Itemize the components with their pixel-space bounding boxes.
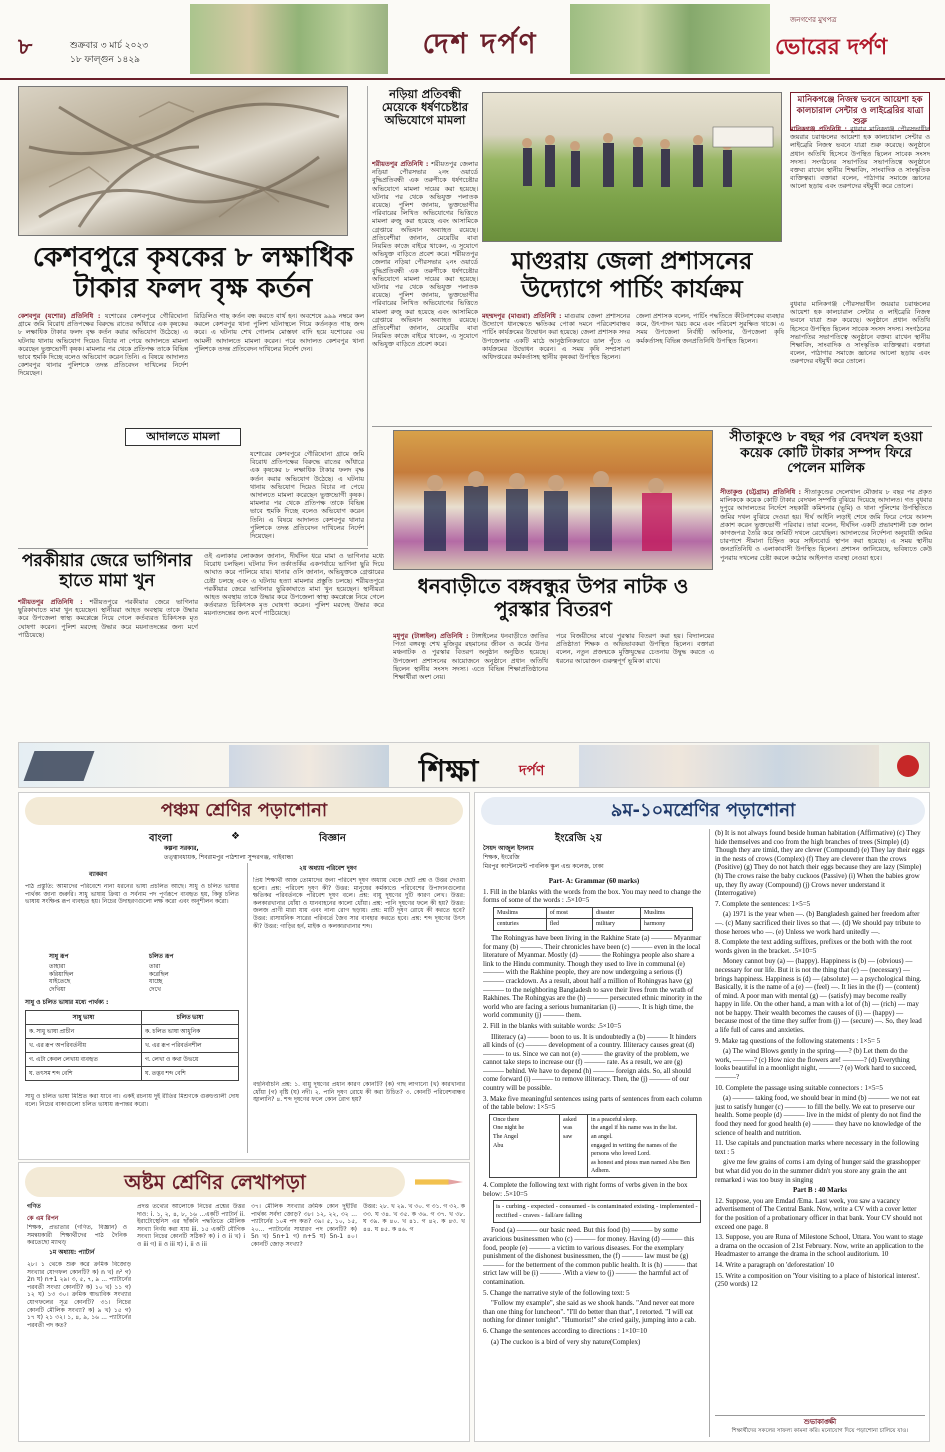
q3-cell: the angel if his name was in the list.	[591, 1125, 678, 1132]
class5-teacher-inst: তত্ত্বাবধায়ক, শিবরামপুর পাঠশালা সুন্দরগঞ্জ, গাইবান্ধা	[164, 854, 293, 861]
class9-teacher-role: শিক্ষক, ইংরেজি	[483, 854, 520, 861]
keshabpur-col1	[18, 312, 188, 542]
dhanbari-body: টাঙ্গাইলের ধনবাড়ীতে জাতির পিতা বঙ্গবন্ধু শেখ মুজিবুর রহমানের জীবন ও কর্মের উপর মঞ্চনাটক ও পুরস্কার বিতরণ অনুষ্ঠান অনুষ্ঠিত হয়েছে। উপজেলা প্রশাসনের আয়োজনে অনুষ্ঠানে প্রধান অতিথি ছিলেন স্থানীয় সংসদ সদস্য। এতে বিভিন্ন শিক্ষাপ্রতিষ্ঠানের শিক্ষার্থীরা অংশ নেয়।	[393, 632, 548, 682]
q5-text: "Follow my example", she said as we shook hands. "And never eat more than one thing for luncheon". "I'll do better than that", I retorted. "I will eat nothing for dinner tonight". "Humorist!" she cried gaily, jumping into a cab.	[483, 1299, 697, 1325]
manikganj-body2: বুধবার মানিকগঞ্জ পৌরসভাধীন জয়রার চরাঞ্চলের আয়েশা হক কালচারাল সেন্টার ও লাইব্রেরি নিজস্ব ভবনে যাত্রা শুরু করেছে। অনুষ্ঠানে প্রধান অতিথি হিসেবে উপস্থিত ছিলেন সাবেক সংসদ সদস্য। সংগঠনের সভাপতির সভাপতিত্বে অনুষ্ঠানে বক্তব্য রাখেন স্থানীয় শিক্ষাবিদ, সাংবাদিক ও সাংস্কৃতিক ব্যক্তিত্বরা। বক্তারা বলেন, পাঠাগার সমাজে জ্ঞানের আলো ছড়ায় এবং তরুণদের বইমুখী করে তোলে।	[790, 300, 930, 366]
bangla-body2: সাধু ও চলিত ভাষা মিশ্রিত করা যাবে না। একই রচনায় দুই রীতির মিশ্রণকে গুরুচণ্ডালী দোষ বলে। নিচের বাক্যগুলো চলিত ভাষায় রূপান্তর করো।	[25, 1093, 239, 1108]
q3-cell: was	[563, 1125, 573, 1132]
dhanbari-byline: মধুপুর (টাঙ্গাইল) প্রতিনিধি :	[393, 632, 469, 640]
word-box-cell: disaster	[593, 907, 641, 919]
table-cell: ক. চলিত ভাষা আধুনিক	[142, 1025, 239, 1039]
keshabpur-body2: রিডিলিও গাছ কর্তন বন্ধ করতে বার্থ হন। অবশেষে ৯৯৯ নম্বরে কল করলে কেশবপুর থানা পুলিশ ঘটনাস্থলে গিয়ে কর্তনকৃত গাছ জব্দ করে। এ ঘটনায় শেখ গোলাম মোস্তফা বাদি হয়ে যশোরের ৩য় আমলী আদালতে মামলা করেন। পরে আদালত কেশবপুর থানা পুলিশকে তদন্ত প্রতিবেদন দাখিলের নির্দেশ দেন।	[194, 312, 364, 353]
class9-teacher-inst: মিরপুর ক্যান্টনমেন্ট পাবলিক স্কুল এন্ড কলেজ, ঢাকা	[483, 863, 604, 870]
masthead-photo-strip-right	[570, 4, 770, 74]
porokiya-body2: ওই এলাকার লোকজন জানান, দীর্ঘদিন ধরে মামা ও ভাগিনার মধ্যে বিরোধ চলছিল। ঘটনার দিন তর্কাতর্কির একপর্যায়ে ভাগিনা ছুরি দিয়ে আঘাত করে পালিয়ে যায়। থানার ওসি জানান, অভিযুক্তকে গ্রেপ্তারের চেষ্টা চলছে এবং এ ঘটনায় হত্যা মামলার প্রস্তুতি চলছে।	[204, 552, 384, 585]
class5-teacher: কল্পনা সরকার,	[164, 845, 199, 852]
q3-cell: an angel.	[591, 1134, 613, 1141]
paper-tagline: জনগণের মুখপত্র	[790, 16, 837, 24]
table-cell: ক. সাধু ভাষা প্রাচীন	[26, 1025, 142, 1039]
q6: 6. Change the sentences according to directions : 1×10=10	[483, 1326, 647, 1335]
sitakunda-byline: সীতাকুণ্ড (চট্টগ্রাম) প্রতিনিধি :	[720, 488, 802, 496]
q3: 3. Make five meaningful sentences using parts of sentences from each column of the table below: 1×5=5	[483, 1094, 702, 1112]
q2: 2. Fill in the blanks with suitable words: .5×10=5	[483, 1021, 622, 1030]
table-row	[26, 1039, 239, 1053]
table-row	[26, 1025, 239, 1039]
headline-magura: মাগুরায় জেলা প্রশাসনের উদ্যোগে পার্চিং কার্যক্রম	[511, 247, 753, 303]
class5-subject-bangla: বাংলা	[149, 833, 173, 844]
keshabpur-body2b: যশোরের কেশবপুরে গৌরিঘোনা গ্রামে জমি বিরোধ প্রতিপক্ষের বিরুদ্ধে রাতের আঁধারে এক কৃষকের ৮ লক্ষাধিক টাকার ফলদ বৃক্ষ কর্তন করার অভিযোগ উঠেছে। এ ঘটনায় থানায় অভিযোগ দিয়েও বিচার না পেয়ে আদালতে মামলা করেছেন ভুক্তভোগী কৃষক। মামলার পর থেকে প্রতিপক্ষ তাকে বিভিন্ন ভাবে হুমকি দিচ্ছে বলেও অভিযোগ করেন তিনি। এ বিষয়ে আদালত কেশবপুর থানার পুলিশকে তদন্ত প্রতিবেদন দাখিলের নির্দেশ দিয়েছেন।	[250, 450, 364, 541]
table-header-cell: চলিত ভাষা	[142, 1011, 239, 1025]
noria-body-cont: শরীয়তপুর জেলার নড়িয়া পৌরসভার ২নং ওয়ার্ডে বুদ্ধিপ্রতিবন্ধী এক তরুণীকে ধর্ষণচেষ্টার অভিযোগে মামলা দায়ের করা হয়েছে। ঘটনার পর থেকে অভিযুক্ত পলাতক রয়েছে। পুলিশ জানায়, ভুক্তভোগীর পরিবারের লিখিত অভিযোগের ভিত্তিতে মামলা রুজু করা হয়েছে এবং আসামিকে গ্রেপ্তারে অভিযান অব্যাহত রয়েছে। প্রতিবেশীরা জানান, মেয়েটির বাবা নিয়মিত কাজে বাইরে থাকেন, এ সুযোগে অভিযুক্ত বাড়িতে প্রবেশ করে।	[372, 250, 478, 349]
word-box-row	[494, 907, 693, 919]
banner-suffix: দর্পণ	[519, 763, 545, 779]
magura-body: মাগুরায় জেলা প্রশাসনের উদ্যোগে ধানক্ষেতে ক্ষতিকর পোকা দমনে পরিবেশবান্ধব পার্চিং কার্যক্রমের উদ্বোধন করা হয়েছে। জেলা প্রশাসক সদর উপজেলার একটি মাঠে আনুষ্ঠানিকভাবে ডাল পুঁতে এ কার্যক্রমের উদ্বোধন করেন। এ সময় কৃষি সম্প্রসারণ অধিদপ্তরের কর্মকর্তাসহ স্থানীয় কৃষকরা উপস্থিত ছিলেন।	[482, 312, 630, 362]
word-box-cell: military	[593, 919, 641, 931]
class8-chapter: ১ম অধ্যায়: প্যাটার্ন	[49, 1249, 95, 1256]
q9: 9. Make tag questions of the following statements : 1×5= 5	[715, 1036, 881, 1045]
keshabpur-box-label: আদালতে মামলা	[146, 430, 220, 443]
footer-text: শিক্ষার্থীদের সকলের সাফল্য কামনা করি। মনোযোগ দিয়ে পড়াশোনা চালিয়ে যাও।	[731, 1428, 909, 1434]
q3-table	[489, 1114, 697, 1178]
q1-word-box	[493, 907, 693, 931]
banner-students-photo-right	[579, 745, 879, 787]
keshabpur-col2	[194, 312, 364, 424]
manikganj-col	[790, 125, 930, 295]
table-header-row	[26, 1011, 239, 1025]
manikganj-col2	[790, 300, 930, 420]
table-header-cell: সাধু ভাষা	[26, 1011, 142, 1025]
table-heading: সাধু ও চলিত ভাষার মধ্যে পার্থক্য :	[25, 999, 109, 1006]
q3-cell: as honest and pious man named Abu Ben Adhem.	[591, 1159, 690, 1175]
masthead-photo-strip-left	[190, 4, 388, 74]
sitakunda-body2: আদালতের নির্দেশনা অনুযায়ী জমির চারপাশে সীমানা চিহ্নিত করে সাইনবোর্ড স্থাপন করা হয়েছে। এ সময় স্থানীয় জনপ্রতিনিধি ও এলাকাবাসী উপস্থিত ছিলেন। প্রশাসন জানিয়েছে, ভবিষ্যতে কেউ পুনরায় দখলের চেষ্টা করলে কঠোর আইনগত ব্যবস্থা নেওয়া হবে।	[720, 529, 932, 562]
q3-table-row	[490, 1114, 697, 1177]
keshabpur-byline: কেশবপুর (যশোর) প্রতিনিধি :	[18, 312, 101, 320]
class5-subject-science: বিজ্ঞান	[319, 833, 346, 844]
word-box-cell: fled	[546, 919, 592, 931]
cholito-word: করেছিল	[149, 970, 169, 978]
dhanbari-body2: পরে বিজয়ীদের মাঝে পুরস্কার বিতরণ করা হয়। বিদ্যালয়ের প্রতিষ্ঠাতা শিক্ষক ও অভিভাবকরা উপস্থিত ছিলেন। বক্তারা বলেন, নতুন প্রজন্মকে মুক্তিযুদ্ধের চেতনায় উদ্বুদ্ধ করতে এ ধরনের আয়োজন গুরুত্বপূর্ণ ভূমিকা রাখে।	[556, 632, 714, 665]
q3-col2	[560, 1114, 588, 1177]
sadhu-word: যাইতেছে	[49, 978, 71, 986]
paper-name: ভোরের দর্পণ	[775, 35, 888, 60]
magura-byline: মহম্মদপুর (মাগুরা) প্রতিনিধি :	[482, 312, 562, 320]
science-body2: বহুনির্বাচনি প্রশ্ন: ১. বায়ু দূষণের প্রধান কারণ কোনটি? (ক) গাছ লাগানো (খ) কারখানার ধোঁয়া (গ) বৃষ্টি (ঘ) নদী। ২. পানি দূষণ রোধে কী করা উচিত? ৩. কোনটি পরিবেশবান্ধব জ্বালানি? ৪. শব্দ দূষণের ফলে কোন রোগ হয়?	[253, 1081, 465, 1104]
noria-body: শরীয়তপুর জেলার নড়িয়া পৌরসভার ২নং ওয়ার্ডে বুদ্ধিপ্রতিবন্ধী এক তরুণীকে ধর্ষণচেষ্টার অভিযোগে মামলা দায়ের করা হয়েছে। ঘটনার পর থেকে অভিযুক্ত পলাতক রয়েছে। পুলিশ জানায়, ভুক্তভোগীর পরিবারের লিখিত অভিযোগের ভিত্তিতে মামলা রুজু করা হয়েছে এবং আসামিকে গ্রেপ্তারে অভিযান অব্যাহত রয়েছে। প্রতিবেশীরা জানান, মেয়েটির বাবা নিয়মিত কাজে বাইরে থাকেন, এ সুযোগে অভিযুক্ত বাড়িতে প্রবেশ করে।	[372, 160, 478, 259]
q3-cell: The Angel	[493, 1134, 519, 1141]
class5-title: পঞ্চম শ্রেণির পড়াশোনা	[160, 800, 328, 821]
bangla-body: পাঠ প্রস্তুতি: আমাদের পরিবেশে নানা ধরনের ভাষা প্রচলিত আছে। সাধু ও চলিত ভাষার পার্থক্য জানা জরুরি। সাধু ভাষায় ক্রিয়া ও সর্বনাম পদ পূর্ণরূপে ব্যবহৃত হয়, কিন্তু চলিত ভাষায় সংক্ষিপ্ত রূপ ব্যবহৃত হয়। নিচের উদাহরণগুলো লক্ষ করো এবং অনুশীলন করো।	[25, 883, 239, 906]
porokiya-body: শরীয়তপুরে পরকীয়ার জেরে ভাগিনার ছুরিকাঘাতে মামা খুন হয়েছেন। স্থানীয়রা আহত অবস্থায় তাকে উদ্ধার করে উপজেলা স্বাস্থ্য কমপ্লেক্সে নিয়ে গেলে কর্তব্যরত চিকিৎসক মৃত ঘোষণা করেন। পুলিশ মরদেহ উদ্ধার করে ময়নাতদন্তের জন্য মর্গে পাঠিয়েছে।	[18, 598, 198, 639]
class9-teacher: সৈয়দ আজুল ইসলাম	[483, 845, 534, 852]
table-cell: গ. লেখা ও কথা উভয়ে	[142, 1053, 239, 1067]
keshabpur-box	[125, 428, 241, 446]
date-line-2: ১৮ ফাল্গুন ১৪২৯	[70, 55, 141, 65]
q4-box: is - curbing - expected - consumed - is contaminated existing - implemented - rectified - craves - fall/are falling	[493, 1200, 701, 1223]
banner-graduation-icon	[24, 751, 95, 781]
table-cell: ঘ. তৎসম শব্দ বেশি	[26, 1067, 142, 1081]
dhanbari-col2	[556, 632, 714, 738]
q3-cell: saw	[563, 1134, 573, 1141]
sadhu-words	[49, 963, 129, 993]
sadhu-label: সাধু রূপ	[49, 953, 69, 960]
headline-keshabpur: কেশবপুরে কৃষকের ৮ লক্ষাধিক টাকার ফলদ বৃক্ষ কর্তন	[32, 242, 354, 305]
headline-dhanbari: ধনবাড়ীতে বঙ্গবন্ধুর উপর নাটক ও পুরস্কার বিতরণ	[417, 574, 689, 621]
q11: 11. Use capitals and punctuation marks where necessary in the following text : 5	[715, 1139, 920, 1156]
date-line-1: শুক্রবার ৩ মার্চ ২০২৩	[70, 41, 149, 51]
class8-teacher-inst: শিক্ষক, প্রভাতার (গণিত, বিজ্ঞান) ও সমন্বয়কারী শিক্ষার্থীদের পাঠ দৈনিক করতেছো ম্যাথড্	[27, 1224, 127, 1246]
footer-title: শুভাকাঙ্ক্ষী	[803, 1418, 837, 1426]
keshabpur-body: যশোরের কেশবপুরে গৌরিঘোনা গ্রামে জমি বিরোধ প্রতিপক্ষের বিরুদ্ধে রাতের আঁধারে এক কৃষকের ৮ লক্ষাধিক টাকার ফলদ বৃক্ষ কর্তন করার অভিযোগ উঠেছে। এ ঘটনায় থানায় অভিযোগ দিয়েও বিচার না পেয়ে আদালতে মামলা করেছেন ভুক্তভোগী কৃষক। মামলার পর থেকে প্রতিপক্ষ তাকে বিভিন্ন ভাবে হুমকি দিচ্ছে বলেও অভিযোগ করেন তিনি। এ বিষয়ে আদালত কেশবপুর থানার পুলিশকে তদন্ত প্রতিবেদন দাখিলের নির্দেশ দিয়েছেন।	[18, 312, 188, 378]
porokiya-col1	[18, 598, 198, 738]
class9-section	[474, 792, 930, 1442]
word-box-cell: of most	[546, 907, 592, 919]
class8-col2: প্রদত্ত তথ্যের আলোকে নিচের প্রশ্নের উত্তর দাও: i. ১, ২, ৪, ৮, ১৬ ...একটি প্যাটার্ন ii. ইরাটোস্থেনিস এর ছাঁকনি পদ্ধতিতে মৌলিক সংখ্যা নির্ণয় করা যায় iii. ১৫ একটি যৌগিক সংখ্যা নিচের কোনটি সঠিক? ক) i ও ii খ) i ও iii গ) ii ও iii ঘ) i, ii ও iii	[137, 1203, 245, 1248]
page-number: ৮	[18, 35, 33, 60]
class8-col4: উত্তর: ২৮. খ ২৯. খ ৩০. গ ৩১. গ ৩২. ক ৩৩. ঘ ৩৪. খ ৩৫. ক ৩৬. গ ৩৭. খ ৩৮. ঘ ৩৯. ক ৪০. খ ৪১. গ ৪২. ক ৪৩. খ ৪৪. ঘ ৪৫. ক ৪৬. গ	[363, 1203, 465, 1233]
q3-cell: in a peaceful sleep.	[591, 1116, 637, 1123]
masthead	[0, 0, 945, 80]
class5-section	[18, 792, 470, 1160]
q3-col1	[490, 1114, 560, 1177]
class8-teacher: কে এম রিপন	[27, 1215, 59, 1222]
manikganj-body: বুধবার মানিকগঞ্জ পৌরসভাধীন জয়রার চরাঞ্চলের আয়েশা হক কালচারাল সেন্টার ও লাইব্রেরি নিজস্ব ভবনে যাত্রা শুরু করেছে। অনুষ্ঠানে প্রধান অতিথি হিসেবে উপস্থিত ছিলেন সাবেক সংসদ সদস্য। সংগঠনের সভাপতির সভাপতিত্বে অনুষ্ঠানে বক্তব্য রাখেন স্থানীয় শিক্ষাবিদ, সাংবাদিক ও সাংস্কৃতিক ব্যক্তিত্বরা। বক্তারা বলেন, পাঠাগার সমাজে জ্ঞানের আলো ছড়ায় এবং তরুণদের বইমুখী করে তোলে।	[790, 125, 930, 191]
q12: 12. Suppose, you are Emdad /Ema. Last week, you saw a vacancy advertisement of The Central Bank. Now, write a CV with a cover letter for the position of a probationary officer in that bank. Your CV should not exceed one page. 8	[715, 1196, 923, 1231]
q6-text: (a) The cuckoo is a bird of very shy nature(Complex)	[491, 1337, 641, 1346]
q7: 7. Complete the sentences: 1×5=5	[715, 899, 811, 908]
cholito-word: যাচ্ছে	[149, 978, 163, 986]
q3-cell: Once there	[493, 1116, 520, 1123]
table-row	[26, 1053, 239, 1067]
cholito-word: তারা	[149, 963, 161, 970]
q14: 14. Write a paragraph on 'deforestation' 10	[715, 1260, 834, 1269]
class8-col3: ৩৭। মৌলিক সংখ্যার ক্রমিক কোন দুইটির পার্থক্য সর্বদা জোড়? ৩৮। ১২, ২২, ৩২ ... প্যাটার্নের ১০ম পদ কত? ৩৯। ৫, ১০, ১৫, ২০... প্যাটার্নের সাধারণ পদ কোনটি? ক) 5n খ) 5n+1 গ) n+5 ঘ) 5n-1 ৪০। কোনটি জোড় সংখ্যা?	[251, 1203, 357, 1248]
class8-col1: ২৮। ১ থেকে শুরু করে ক্রমিক বিজোড় সংখ্যার যোগফল কোনটি? ক) n খ) n² গ) 2n ঘ) n+1 ২৯। ৩, ৫, ৭, ৯ ... প্যাটার্নের পরবর্তী সংখ্যা কোনটি? ক) ১০ খ) ১১ গ) ১২ ঘ) ১৩ ৩০। ক্রমিক স্বাভাবিক সংখ্যার যোগফলের সূত্র কোনটি? ৩১। নিচের কোনটি মৌলিক সংখ্যা? ক) ৯ খ) ১৫ গ) ১৭ ঘ) ২১ ৩২। ১, ৪, ৯, ১৬ ... প্যাটার্নের পরবর্তী পদ কত?	[27, 1261, 131, 1329]
q11-text: give me few grains of corns i am dying of hunger said the grasshopper but what did you do in the summer didn't you store any grain the ant remarked i was too busy in singing	[715, 1158, 921, 1184]
word-box-cell: Muslims	[494, 907, 547, 919]
q3-cell: Abu	[493, 1142, 504, 1149]
class5-separator: ❖	[231, 831, 240, 842]
q2-text: Illiteracy (a) ——— boon to us. It is undoubtedly a (b) ——— It hinders all kinds of (c) ——— development of a country. Illiteracy causes great (d) ——— to us. Since we can not (e) ——— the gravity of the problem, we cannot take steps to increase our (f) ——— rate. As a result, we are (g) ——— behind. We have to depend (h) ——— foreign aids. So, all should come forward (i) ——— to remove illiteracy. Then, the (j) ——— of our country will be possible.	[483, 1032, 697, 1093]
headline-sitakunda: সীতাকুণ্ডে ৮ বছর পর বেদখল হওয়া কয়েক কোটি টাকার সম্পদ ফিরে পেলেন মালিক	[729, 429, 923, 477]
sitakunda-col	[720, 488, 932, 738]
bangla-heading: ব্যাকরণ	[89, 871, 107, 878]
table-row	[26, 1067, 239, 1081]
q3-cell: asked	[563, 1116, 577, 1123]
q8: 8. Complete the text adding suffixes, prefixes or the both with the root words given in the bracket. .5×10=5	[715, 938, 912, 955]
manikganj-headline: মানিকগঞ্জে নিজস্ব ভবনে আয়েশা হক কালচারাল সেন্টার ও লাইব্রেরির যাত্রা শুরু	[790, 92, 930, 131]
porokiya-body2b: শরীয়তপুরে পরকীয়ার জেরে ভাগিনার ছুরিকাঘাতে মামা খুন হয়েছেন। স্থানীয়রা আহত অবস্থায় তাকে উদ্ধার করে উপজেলা স্বাস্থ্য কমপ্লেক্সে নিয়ে গেলে কর্তব্যরত চিকিৎসক মৃত ঘোষণা করেন। পুলিশ মরদেহ উদ্ধার করে ময়নাতদন্তের জন্য মর্গে পাঠিয়েছে।	[204, 576, 384, 618]
manikganj-byline: মানিকগঞ্জ প্রতিনিধি :	[790, 125, 847, 133]
sadhu-cholito-table	[25, 1010, 239, 1081]
word-box-cell: Muslims	[640, 907, 692, 919]
class5-title-bar	[25, 797, 463, 825]
photo-felled-trees	[18, 86, 348, 236]
q10-text: (a) ——— taking food, we should bear in mind (b) ——— we not eat just to satisfy hunger (c) ——— to fill the belly. We eat to preserve our health. Some people (d) ——— live in the midst of plenty do not find the food they need for good health (e) ——— they have no knowledge of the science of health and nutrition.	[715, 1094, 922, 1137]
q8-text: Money cannot buy (a) — (happy). Happiness is (b) — (obvious) — necessary for our life. But it is not the thing that (c) — (necessary) — brings happiness. Happiness is (d) — (absolute) — a psychological thing. Basically, it is the name of a (e) — (feel) —. It lies in the (f) — (content) of mind. A poor man with mental (g) — (satisfy) may become really happy in life. On the other hand, a man with a lot of (h) — (rich) — may not be happy. Their wealth becomes the causes of (i) — (happy) — because most of the time they suffer from (j) — (secure) —. So, they lead a life full of cares and anxieties.	[715, 957, 922, 1035]
sadhu-word: করিয়াছিল	[49, 970, 74, 978]
class8-subject: গণিত	[27, 1203, 41, 1210]
cholito-word: দেখে	[149, 985, 161, 993]
q13: 13. Suppose, you are Runa of Milestone School, Uttara. You want to stage a drama on the occasion of 21st February. Now, write an application to the Headmaster to arrange the drama in the school auditorium. 10	[715, 1233, 924, 1259]
sitakunda-body: সীতাকুণ্ডের দেলেখাল মৌজায় ৮ বছর পর প্রকৃত মালিককে কয়েক কোটি টাকার বেদখল সম্পত্তি বুঝিয়ে দিয়েছে আদালত। গত বুধবার দুপুরে আদালতের নির্দেশে সহকারী কমিশনার (ভূমি) ও থানা পুলিশের উপস্থিতিতে জমির দখল বুঝিয়ে দেওয়া হয়। দীর্ঘ আইনি লড়াই শেষে জমি ফিরে পেয়ে আনন্দ প্রকাশ করেন ভুক্তভোগী পরিবার। তারা বলেন, দীর্ঘদিন একটি প্রভাবশালী চক্র জাল কাগজপত্র তৈরি করে জমিটি দখলে রেখেছিল।	[720, 488, 932, 538]
q4: 4. Complete the following text with right forms of verbs given in the box below: .5×10=5	[483, 1181, 688, 1198]
porokiya-byline: শরীয়তপুর প্রতিনিধি :	[18, 598, 83, 606]
class9-right-col	[715, 829, 925, 1415]
q1: 1. Fill in the blanks with the words from the box. You may need to change the forms of some of the words : .5×10=5	[483, 887, 701, 905]
photo-dhanbari-award	[393, 430, 713, 570]
partB-heading: Part B : 40 Marks	[792, 1186, 848, 1195]
education-banner	[18, 742, 930, 788]
class9-subject: ইংরেজি ২য়	[555, 833, 602, 844]
q15: 15. Write a composition on 'Your visiting to a place of historical interest'. (250 words) 12	[715, 1271, 920, 1289]
pencil-icon	[415, 1169, 463, 1195]
class8-title-bar	[25, 1167, 405, 1197]
cholito-label: চলিত রূপ	[149, 953, 174, 960]
porokiya-col2	[204, 552, 384, 738]
sadhu-word: দেখিয়া	[49, 985, 66, 993]
science-body: প্রিয় শিক্ষার্থী আজ তোমাদের জন্য পরিবেশ দূষণ অধ্যায় থেকে ছোট প্রশ্ন ও উত্তর দেওয়া হলো। প্রশ্ন: পরিবেশ দূষণ কী? উত্তর: মানুষের কর্মকাণ্ডে পরিবেশের উপাদানগুলোর ক্ষতিকর পরিবর্তনকে পরিবেশ দূষণ বলে। প্রশ্ন: বায়ু দূষণের দুটি কারণ লেখ। উত্তর: কলকারখানার ধোঁয়া ও যানবাহনের কালো ধোঁয়া। প্রশ্ন: পানি দূষণের ফলে কী হয়? উত্তর: জলজ প্রাণী মারা যায় এবং নানা রোগ ছড়ায়। প্রশ্ন: মাটি দূষণ রোধে কী করতে হবে? উত্তর: রাসায়নিক সারের পরিবর্তে জৈব সার ব্যবহার করতে হবে। প্রশ্ন: শব্দ দূষণের উৎস কী? উত্তর: গাড়ির হর্ন, মাইক ও কলকারখানার শব্দ।	[253, 877, 465, 930]
magura-body2: জেলা প্রশাসক বলেন, পার্চিং পদ্ধতিতে কীটনাশকের ব্যবহার কমে, উৎপাদন খরচ কমে এবং পরিবেশ সুরক্ষিত থাকে। এ সময় উপজেলা নির্বাহী অফিসার, উপজেলা কৃষি কর্মকর্তাসহ বিভিন্ন জনপ্রতিনিধি উপস্থিত ছিলেন।	[636, 312, 784, 345]
q4-text: Food (a) ——— our basic need. But this food (b) ——— by some avaricious businessmen who (c) ——— for money. Having (d) ——— this food, people (e) ——— a victim to various diseases. For the exemplary punishment of the dishonest businessmen, the (f) ——— law must be (g) ——— for the betterment of the common public health. It is (h) ——— that strict law will be (i) ——— .With a view to (j) ——— the harmful act of contamination.	[483, 1226, 698, 1286]
q1-text: The Rohingyas have been living in the Rakhine State (a) ——— Myanmar for many (b) ———. Their chronicles have been (c) ——— even in the local literature of Myanmar. Mostly (d) ——— the Rohingya people also share a link to the Hindu community. Though they used to live in communal (e) ——— with the Rakhine people, they are now undergoing a serious (f) ——— crackdown. As a result, about half a million of Rohingyas have (g) ——— to the neighboring Bangladesh to save their lives from the wrath of Rakhines. The Rohingyas are the (h) ——— persecuted ethnic minority in the world who are facing a serious humanitarian (i) ———. It is high time, the world community (j) ——— them.	[483, 933, 703, 1020]
sadhu-word: তাহারা	[49, 963, 66, 970]
partA-heading: Part- A: Grammar (60 marks)	[548, 877, 640, 885]
magura-col2	[636, 312, 784, 422]
q3-cell: One night he	[493, 1125, 524, 1132]
word-box-row	[494, 919, 693, 931]
q3-cell: engaged in writing the names of the persons who loved Lord.	[591, 1142, 677, 1158]
apple-icon	[897, 755, 919, 777]
q6-continued: (b) It is not always found beside human habitation (Affirmative) (c) They hide themselves and coo from the high branches of trees (Simple) (d) Though they are timid, they are clever (Compound) (e) They lay their eggs in the nests of crows (Complex) (f) They are cleverer than the crows (Positive) (g) They do not hatch their eggs because they are lazy (Simple) (h) The crows raise the baby cuckoos (Passive) (i) When the babies grow up, they fly away (Compound) (j) Crows never understand it (Interrogative)	[715, 829, 925, 898]
banner-students-photo	[229, 745, 389, 787]
table-cell: গ. এটা কেবল লেখায় ব্যবহৃত	[26, 1053, 142, 1067]
section-title: দেশ দর্পণ	[422, 27, 538, 60]
noria-byline: শরীয়তপুর প্রতিনিধি :	[372, 160, 429, 168]
headline-noria: নড়িয়া প্রতিবন্ধী মেয়েকে ধর্ষণচেষ্টার অভিযোগে মামলা	[381, 87, 469, 128]
class9-title: ৯ম-১০মশ্রেণির পড়াশোনা	[610, 800, 796, 821]
keshabpur-col2b	[250, 450, 364, 542]
q10: 10. Complete the passage using suitable connectors : 1×5=5	[715, 1083, 883, 1092]
class8-title: অষ্টম শ্রেণির লেখাপড়া	[124, 1170, 306, 1194]
dhanbari-col1	[393, 632, 548, 738]
table-cell: ঘ. তদ্ভব শব্দ বেশি	[142, 1067, 239, 1081]
headline-porokiya: পরকীয়ার জেরে ভাগিনার হাতে মামা খুন	[21, 551, 193, 591]
noria-col	[372, 160, 478, 450]
photo-magura-perching	[482, 92, 782, 242]
table-cell: খ. এর রূপ পরিবর্তনশীল	[142, 1039, 239, 1053]
q9-text: (a) The wind Blows gently in the spring——? (b) Let them do the work, ———? (c) How nice the flowers are! ———? (d) Everything looks beautiful in a moonlight night, ———? (e) Work hard to succeed, ———?	[715, 1047, 917, 1082]
table-cell: খ. এর রূপ অপরিবর্তনীয়	[26, 1039, 142, 1053]
q3-col3	[588, 1114, 697, 1177]
word-box-cell: centuries	[494, 919, 547, 931]
class8-section	[18, 1162, 470, 1442]
class9-footer	[715, 1415, 925, 1439]
magura-col1	[482, 312, 630, 422]
q5: 5. Change the narrative style of the following text: 5	[483, 1288, 630, 1297]
word-box-cell: harmony	[640, 919, 692, 931]
class5-lesson: ২য় অধ্যায় পরিবেশ দূষণ	[299, 865, 357, 872]
banner-title: শিক্ষা	[419, 754, 479, 789]
class9-title-bar	[481, 797, 925, 825]
class9-left-col	[483, 877, 705, 1437]
q7-text: (a) 1971 is the year when —. (b) Bangladesh gained her freedom after —. (c) Many sacrificed their lives so that —. (d) We should pay tribute to those heroes who —. (e) Unless we work hard unitedly —.	[715, 910, 921, 936]
cholito-words	[149, 963, 229, 993]
